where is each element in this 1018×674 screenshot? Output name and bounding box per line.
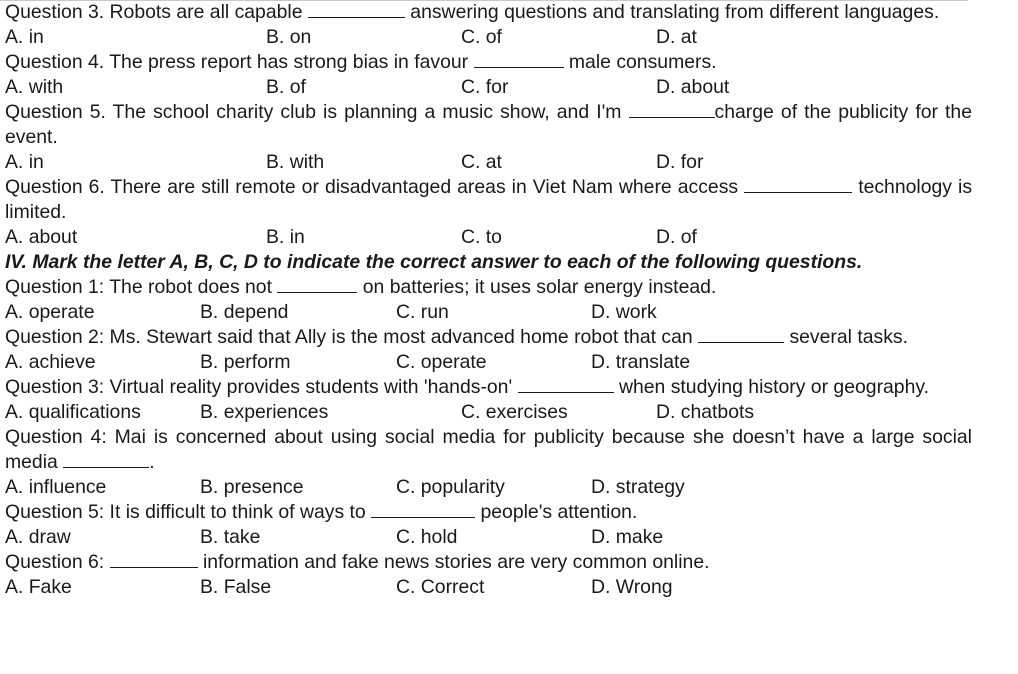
question-text (5, 50, 972, 75)
option-d[interactable]: D. about (656, 76, 730, 98)
iv-question-2 (5, 325, 972, 375)
answer-blank (744, 175, 852, 193)
option-b[interactable]: B. experiences (200, 401, 329, 423)
option-c[interactable]: C. hold (396, 526, 458, 548)
question-tail: charge of the publicity for the event. (5, 101, 972, 148)
option-b[interactable]: B. of (266, 76, 306, 98)
option-b[interactable]: B. presence (200, 476, 304, 498)
question-tail: information and fake news stories are very common online. (202, 551, 710, 573)
question-stem: Question 5: It is difficult to think of ways to (5, 501, 366, 523)
question-tail: when studying history or geography. (618, 376, 930, 398)
question-stem: Question 3. Robots are all capable (5, 1, 303, 23)
option-c[interactable]: C. to (461, 226, 502, 248)
option-c[interactable]: C. of (461, 26, 502, 48)
option-a[interactable]: A. Fake (5, 576, 72, 598)
question-text (5, 175, 972, 225)
question-stem: Question 4. The press report has strong bias in favour (5, 51, 469, 73)
option-a[interactable]: A. achieve (5, 351, 96, 373)
question-stem: Question 2: Ms. Stewart said that Ally is the most advanced home robot that can (5, 326, 693, 348)
option-d[interactable]: D. at (656, 26, 697, 48)
question-text (5, 425, 972, 475)
prev-question-3 (5, 0, 972, 50)
question-text (5, 375, 972, 400)
answer-blank (63, 450, 149, 468)
option-b[interactable]: B. with (266, 151, 325, 173)
question-stem: Question 1: The robot does not (5, 276, 272, 298)
question-stem: Question 3: Virtual reality provides students with 'hands-on' (5, 376, 513, 398)
iv-question-3 (5, 375, 972, 425)
question-stem: Question 4: Mai is concerned about using social media for publicity because she doesn’t have a large social media (5, 426, 972, 473)
option-c[interactable]: C. exercises (461, 401, 568, 423)
option-a[interactable]: A. with (5, 76, 64, 98)
option-d[interactable]: D. chatbots (656, 401, 755, 423)
option-b[interactable]: B. perform (200, 351, 291, 373)
answer-blank (474, 50, 564, 68)
option-c[interactable]: C. Correct (396, 576, 485, 598)
prev-question-4 (5, 50, 972, 100)
option-d[interactable]: D. translate (591, 351, 691, 373)
option-b[interactable]: B. take (200, 526, 261, 548)
prev-question-5 (5, 100, 972, 175)
iv-question-1 (5, 275, 972, 325)
section-iv-title: IV. Mark the letter A, B, C, D to indicate the correct answer to each of the following questions. (5, 251, 863, 273)
question-text (5, 550, 972, 575)
option-a[interactable]: A. about (5, 226, 78, 248)
question-stem: Question 5. The school charity club is planning a music show, and I'm (5, 101, 622, 123)
option-b[interactable]: B. False (200, 576, 272, 598)
question-tail: several tasks. (789, 326, 908, 348)
option-d[interactable]: D. for (656, 151, 704, 173)
option-c[interactable]: C. operate (396, 351, 487, 373)
options-row (5, 300, 972, 325)
answer-blank (277, 275, 357, 293)
options-row (5, 150, 972, 175)
option-a[interactable]: A. influence (5, 476, 107, 498)
question-tail: answering questions and translating from different languages. (410, 1, 940, 23)
question-text (5, 325, 972, 350)
answer-blank (698, 325, 784, 343)
option-a[interactable]: A. in (5, 151, 44, 173)
options-row (5, 575, 972, 600)
question-text (5, 500, 972, 525)
question-text (5, 0, 972, 25)
question-tail: people's attention. (480, 501, 638, 523)
option-c[interactable]: C. at (461, 151, 502, 173)
question-tail: . (149, 451, 155, 473)
option-d[interactable]: D. work (591, 301, 657, 323)
answer-blank (308, 0, 405, 18)
answer-blank (110, 550, 198, 568)
option-d[interactable]: D. strategy (591, 476, 685, 498)
option-b[interactable]: B. depend (200, 301, 289, 323)
options-row (5, 350, 972, 375)
iv-question-5 (5, 500, 972, 550)
question-text (5, 275, 972, 300)
option-b[interactable]: B. in (266, 226, 305, 248)
answer-blank (371, 500, 475, 518)
option-a[interactable]: A. in (5, 26, 44, 48)
option-a[interactable]: A. operate (5, 301, 95, 323)
answer-blank (518, 375, 614, 393)
options-row (5, 225, 972, 250)
question-stem: Question 6: (5, 551, 105, 573)
options-row (5, 400, 972, 425)
question-stem: Question 6. There are still remote or disadvantaged areas in Viet Nam where access (5, 176, 739, 198)
answer-blank (629, 100, 715, 118)
option-d[interactable]: D. of (656, 226, 697, 248)
option-a[interactable]: A. draw (5, 526, 71, 548)
top-divider (0, 0, 968, 1)
options-row (5, 525, 972, 550)
options-row (5, 25, 972, 50)
option-c[interactable]: C. popularity (396, 476, 505, 498)
prev-question-6 (5, 175, 972, 250)
option-c[interactable]: C. run (396, 301, 449, 323)
question-tail: technology is limited. (5, 176, 973, 223)
iv-question-6 (5, 550, 972, 600)
option-a[interactable]: A. qualifications (5, 401, 141, 423)
options-row (5, 75, 972, 100)
iv-question-4 (5, 425, 972, 500)
question-text (5, 100, 972, 150)
question-tail: male consumers. (568, 51, 717, 73)
option-c[interactable]: C. for (461, 76, 509, 98)
option-d[interactable]: D. make (591, 526, 664, 548)
option-b[interactable]: B. on (266, 26, 312, 48)
options-row (5, 475, 972, 500)
question-tail: on batteries; it uses solar energy instead. (362, 276, 717, 298)
option-d[interactable]: D. Wrong (591, 576, 673, 598)
